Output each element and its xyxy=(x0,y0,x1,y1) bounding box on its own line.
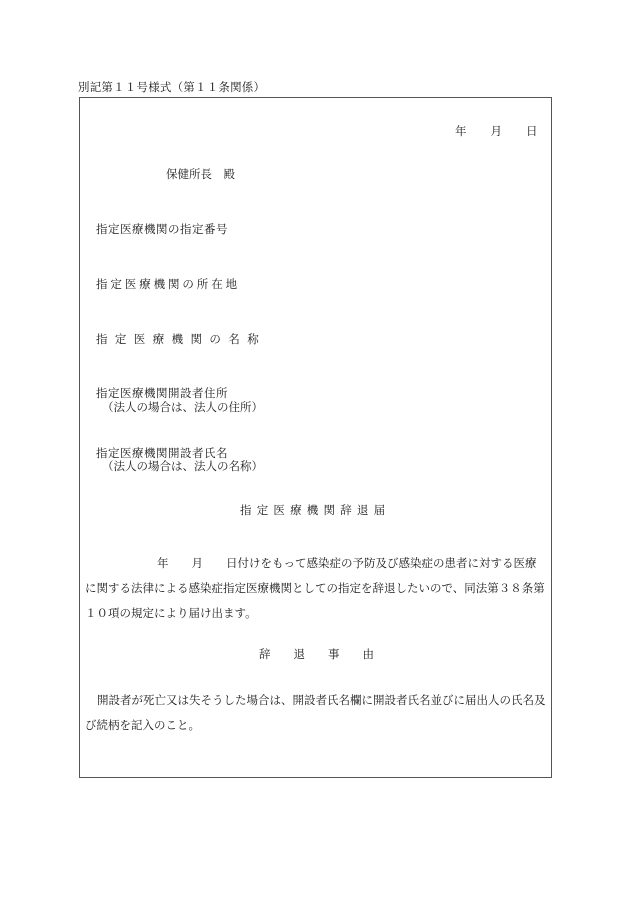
reason-heading: 辞 退 事 由 xyxy=(259,647,374,661)
body-paragraph xyxy=(85,551,547,626)
body-line-2: に関する法律による感染症指定医療機関としての指定を辞退したいので、同法第３８条第 xyxy=(85,581,545,595)
body-line-1: 年 月 日付けをもって感染症の予防及び感染症の患者に対する医療 xyxy=(157,556,537,570)
field-founder-address-label: 指定医療機関開設者住所 xyxy=(96,386,228,400)
field-founder-name-label: 指定医療機関開設者氏名 xyxy=(96,446,228,460)
date-day-label: 日 xyxy=(526,124,538,138)
document-title: 指定医療機関辞退届 xyxy=(240,503,391,517)
body-line-3: １０項の規定により届け出ます。 xyxy=(85,606,257,620)
form-number: 別記第１１号様式（第１１条関係） xyxy=(78,80,266,94)
addressee: 保健所長 殿 xyxy=(166,167,235,181)
note-line-1: 開設者が死亡又は失そうした場合は、開設者氏名欄に開設者氏名並びに届出人の氏名及 xyxy=(97,693,546,707)
field-designation-number-label: 指定医療機関の指定番号 xyxy=(96,222,228,236)
field-founder-address-note: （法人の場合は、法人の住所） xyxy=(102,400,263,414)
note-paragraph xyxy=(85,688,547,738)
date-line xyxy=(455,126,538,138)
form-frame xyxy=(79,97,552,778)
field-name-label: 指定医療機関の名称 xyxy=(96,332,267,346)
note-line-2: び続柄を記入のこと。 xyxy=(85,718,200,732)
field-location-label: 指定医療機関の所在地 xyxy=(96,277,240,291)
date-year-label: 年 xyxy=(455,124,467,138)
date-month-label: 月 xyxy=(490,124,502,138)
field-founder-name-note: （法人の場合は、法人の名称） xyxy=(102,459,263,473)
